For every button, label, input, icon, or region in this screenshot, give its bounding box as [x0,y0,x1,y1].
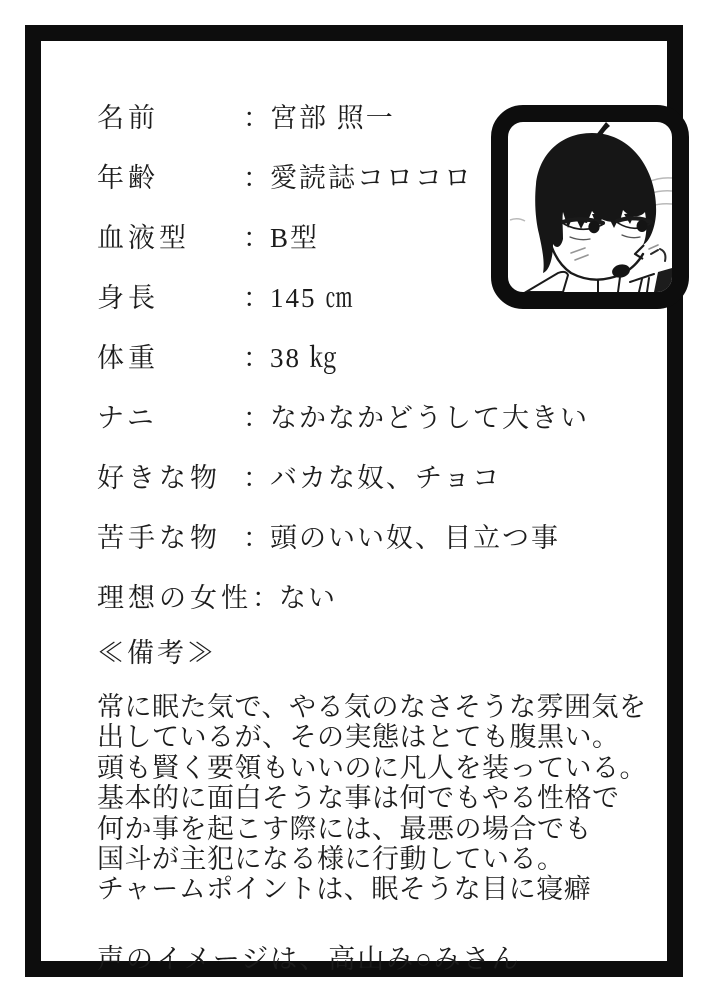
field-label: ナニ [97,402,158,433]
field-colon: ： [243,402,270,433]
field-row-likes [97,445,502,505]
remarks-line: 基本的に面白そうな事は何でもやる性格で [97,783,620,814]
field-label: 血液型 [97,222,190,253]
field-value: 145 ㎝ [270,282,355,313]
remarks-line: チャームポイントは、眠そうな目に寝癖 [97,874,592,905]
field-colon: ： [243,102,270,133]
field-colon: ： [243,342,270,373]
field-label: 苦手な物 [97,522,221,553]
remarks-line: 国斗が主犯になる様に行動している。 [97,844,565,875]
profile-fields [97,85,589,625]
remarks-line: 常に眠た気で、やる気のなさそうな雰囲気を [97,692,647,722]
remarks-line: 出しているが、その実態はとても腹黒い。 [97,722,620,753]
portrait-frame [491,105,689,309]
field-row-dislikes [97,505,560,565]
field-value: なかなかどうして大きい [270,402,589,433]
field-value: B型 [270,222,320,253]
remarks-line: 何か事を起こす際には、最悪の場合でも [97,813,592,844]
field-row-bloodtype [97,205,497,265]
field-value: ない [279,582,337,613]
field-colon: ： [243,222,270,253]
field-row-nani [97,385,589,445]
field-colon: ： [252,582,279,613]
remarks-body [97,692,708,905]
field-label: 身長 [97,282,159,313]
field-row-name [97,85,497,145]
field-value: 愛読誌コロコロ [270,162,473,193]
field-colon: ： [243,522,270,553]
remarks-line: 頭も賢く要領もいいのに凡人を装っている。 [97,752,647,783]
field-row-ideal-woman [97,565,497,625]
field-row-weight [97,325,497,385]
field-label: 体重 [97,342,159,373]
remarks-heading: ≪備考≫ [97,638,217,668]
field-label: 好きな物 [97,462,221,493]
field-row-age [97,145,497,205]
field-label: 理想の女性 [97,582,252,613]
character-portrait-icon [508,122,672,292]
field-value: 頭のいい奴、目立つ事 [270,522,560,553]
profile-sheet-frame [25,25,683,977]
field-colon: ： [243,282,270,313]
field-value: バカな奴、チョコ [270,462,502,493]
field-colon: ： [243,462,270,493]
field-row-height [97,265,497,325]
field-label: 名前 [97,102,159,133]
field-label: 年齢 [97,162,159,193]
field-value: 宮部 照一 [270,102,395,133]
field-value: 38 ㎏ [270,342,339,373]
field-colon: ： [243,162,270,193]
voice-note: 声のイメージは、高山み○みさん [97,944,521,974]
